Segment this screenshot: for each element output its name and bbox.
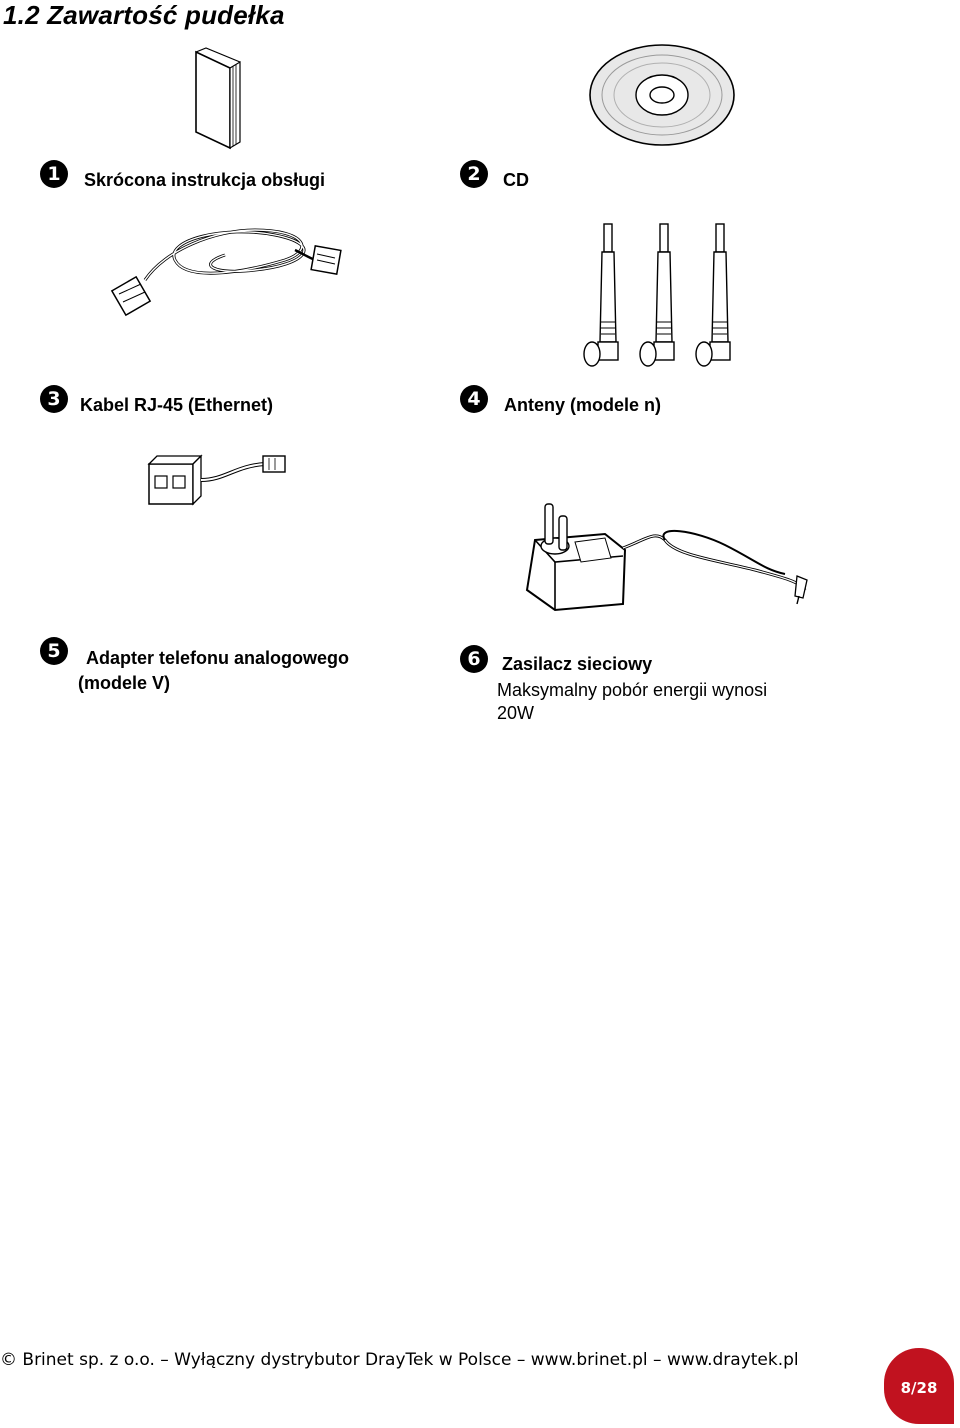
power-supply-image xyxy=(515,500,815,620)
section-heading: 1.2 Zawartość pudełka xyxy=(3,0,285,30)
antennas-image xyxy=(580,222,760,377)
page-number-badge: 8/28 xyxy=(884,1348,954,1424)
item-number-1: 1 xyxy=(40,160,68,188)
item-label-5-line2: (modele V) xyxy=(78,673,171,693)
cd-disc-image xyxy=(588,45,738,155)
item-number-2: 2 xyxy=(460,160,488,188)
item-label-3: Kabel RJ-45 (Ethernet) xyxy=(80,395,274,415)
item-number-6: 6 xyxy=(460,645,488,673)
item-label-1: Skrócona instrukcja obsługi xyxy=(84,170,326,190)
item-label-6: Zasilacz sieciowy xyxy=(502,654,653,674)
item-note-6-line1: Maksymalny pobór energii wynosi xyxy=(497,680,768,700)
item-label-5: Adapter telefonu analogowego xyxy=(86,648,350,668)
footer-copyright: © Brinet sp. z o.o. – Wyłączny dystrybutor DrayTek w Polsce – www.brinet.pl – www.draytek.pl xyxy=(0,1350,799,1370)
item-number-4: 4 xyxy=(460,385,488,413)
item-note-6-line2: 20W xyxy=(497,703,535,723)
quick-guide-booklet-image xyxy=(190,44,260,154)
item-number-5: 5 xyxy=(40,637,68,665)
item-label-2: CD xyxy=(503,170,529,190)
item-number-3: 3 xyxy=(40,385,68,413)
phone-adapter-image xyxy=(145,450,305,515)
item-label-4: Anteny (modele n) xyxy=(504,395,662,415)
ethernet-cable-image xyxy=(105,220,345,330)
